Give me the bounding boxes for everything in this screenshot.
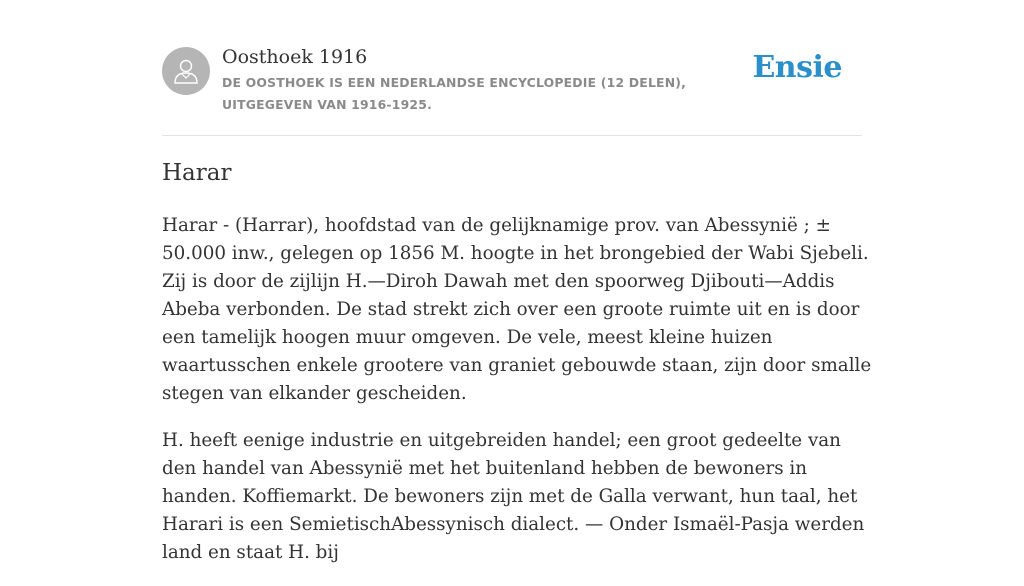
entry-paragraph: Harar - (Harrar), hoofdstad van de gelijknamige prov. van Abessynië ; ± 50.000 inw., gelegen op 1856 M. hoogte in het brongebied der Wabi Sjebeli. Zij is door de zijlijn H.—Diroh Dawah met den spoorweg Djibouti—Addis Abeba verbonden. De stad strekt zich over een groote ruimte uit en is door een tamelijk hoogen muur omgeven. De vele, meest kleine huizen waartusschen enkele grootere van graniet gebouwde staan, zijn door smalle stegen van elkander gescheiden. — [162, 215, 872, 404]
entry-body — [162, 212, 872, 586]
source-header — [162, 0, 862, 136]
user-silhouette-icon — [173, 57, 199, 85]
source-description: DE OOSTHOEK IS EEN NEDERLANDSE ENCYCLOPEDIE (12 DELEN), UITGEGEVEN VAN 1916-1925. — [222, 75, 687, 112]
entry-title: Harar — [162, 160, 232, 186]
brand-logo[interactable]: Ensie — [752, 50, 842, 85]
entry-paragraph: H. heeft eenige industrie en uitgebreiden handel; een groot gedeelte van den handel van Abessynië met het buitenland hebben de bewoners in handen. Koffiemarkt. De bewoners zijn met de Galla verwant, hun taal, het Harari is een SemietischAbessynisch dialect. — Onder Ismaël-Pasja werden land en staat H. bij — [162, 430, 865, 563]
source-title[interactable]: Oosthoek 1916 — [222, 46, 368, 68]
source-avatar[interactable] — [162, 47, 210, 95]
page-container — [162, 0, 872, 563]
